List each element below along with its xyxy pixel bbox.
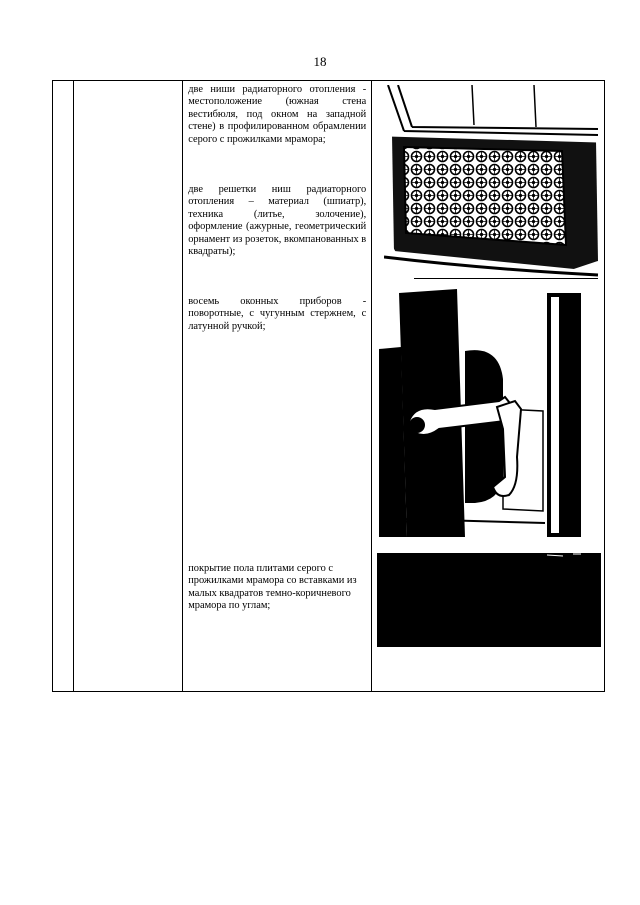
radiator-niche-photo <box>384 85 602 279</box>
monument-features-table <box>52 80 605 692</box>
window-handle-photo <box>379 289 581 537</box>
floor-photo <box>377 553 601 647</box>
item-floor-covering: покрытие пола плитами серого с прожилками мрамора со вставками из малых квадратов темно-коричневого мрамора по углам; <box>188 563 357 612</box>
row-number-cell <box>53 81 74 692</box>
floor-image <box>377 553 601 647</box>
description-cell <box>183 81 371 692</box>
radiator-niche-image <box>384 85 602 279</box>
element-name-cell <box>74 81 183 692</box>
item-radiator-niches: две ниши радиаторного отопления - местоположение (южная стена вестибюля, под окном на западной стене) в профилированном обрамлении серого с прожилками мрамора; <box>188 84 367 145</box>
page-number: 18 <box>313 54 327 69</box>
window-handle-image <box>379 289 581 537</box>
item-radiator-grilles: две решетки ниш радиаторного отопления – материал (шпиатр), техника (литье, золочение), оформление (ажурные, геометрический орнамент из розеток, вкомпанованных в квадраты); <box>188 184 367 258</box>
photos-cell <box>371 81 604 692</box>
item-window-fittings: восемь оконных приборов - поворотные, с чугунным стержнем, с латунной ручкой; <box>188 296 367 332</box>
